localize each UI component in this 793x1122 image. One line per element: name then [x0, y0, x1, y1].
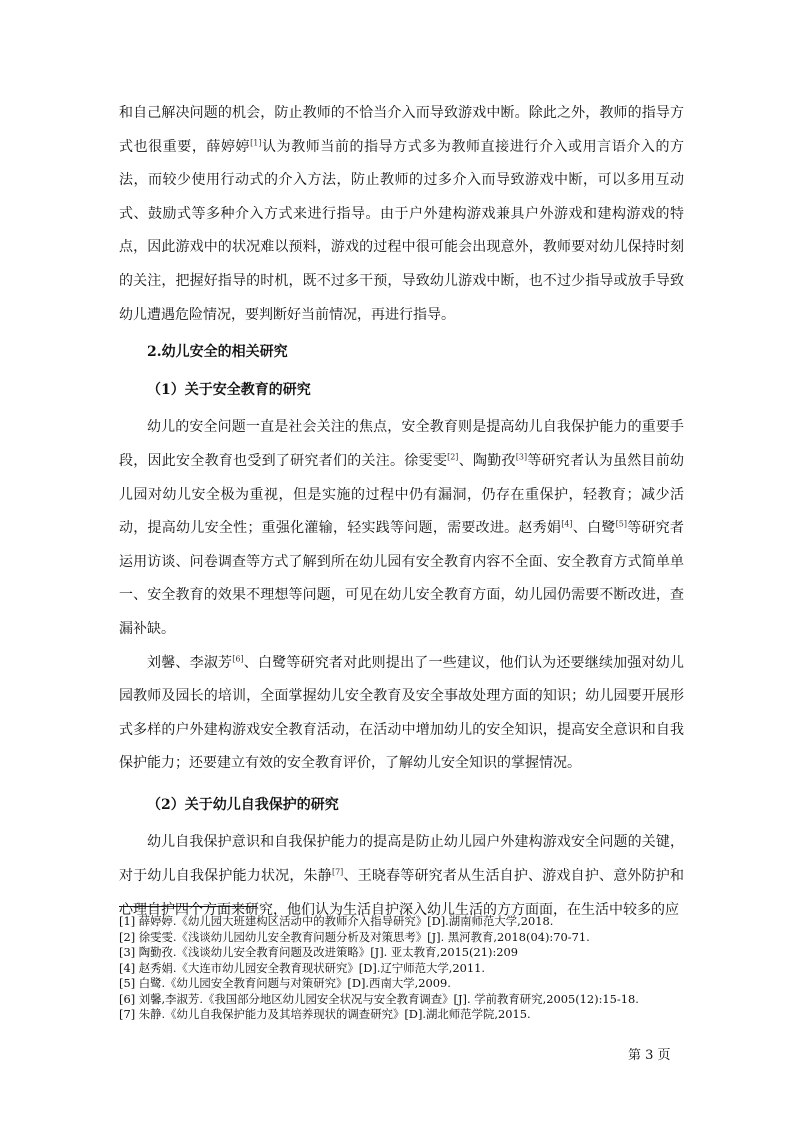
- citation-ref-1: [1]: [250, 137, 262, 147]
- footnote-1: [1] 薛婷婷.《幼儿园大班建构区活动中的教师介入指导研究》[D].湖南师范大学,2018.: [119, 914, 554, 928]
- citation-ref-5: [5]: [615, 519, 627, 529]
- footnote-5: [5] 白鹭.《幼儿园安全教育问题与对策研究》[D].西南大学,2009.: [119, 976, 451, 990]
- footnote-4: [4] 赵秀娟.《大连市幼儿园安全教育现状研究》[D].辽宁师范大学,2011.: [119, 960, 486, 975]
- citation-ref-7: [7]: [331, 867, 344, 877]
- footnote-separator: [119, 906, 257, 907]
- citation-ref-3: [3]: [515, 452, 528, 462]
- paragraph-suggestions: 刘馨、李淑芳[6]、白鹭等研究者对此则提出了一些建议，他们认为还要继续加强对幼儿园教师及园长的培训，全面掌握幼儿安全教育及安全事故处理方面的知识；幼儿园要开展形式多样的户外建构游戏安全教育活动，在活动中增加幼儿的安全知识，提高安全意识和自我保护能力；还要建立有效的安全教育评价，了解幼儿安全知识的掌握情况。: [119, 653, 685, 772]
- body-text: [119, 97, 684, 927]
- footnote-3: [3] 陶勤孜.《浅谈幼儿安全教育问题及改进策略》[J]. 亚太教育,2015(21):209: [119, 945, 519, 959]
- paragraph-self-protection: 幼儿自我保护意识和自我保护能力的提高是防止幼儿园户外建构游戏安全问题的关键，对于幼儿自我保护能力状况，朱静[7]、王晓春等研究者从生活自护、游戏自护、意外防护和心理自护四个方面来研究，他们认为生活自护深入幼儿生活的方方面面，在生活中较多的应: [119, 834, 685, 918]
- section-heading-child-safety: 2.幼儿安全的相关研究: [147, 344, 288, 361]
- subsection-heading-safety-education: （1）关于安全教育的研究: [147, 381, 311, 398]
- citation-ref-2: [2]: [447, 452, 459, 462]
- paragraph-safety-education: 幼儿的安全问题一直是社会关注的焦点，安全教育则是提高幼儿自我保护能力的重要手段，因此安全教育也受到了研究者们的关注。徐雯雯[2]、陶勤孜[3]等研究者认为虽然目前幼儿园对幼儿安全极为重视，但是实施的过程中仍有漏洞，仍存在重保护，轻教育；减少活动，提高幼儿安全性；重强化灌输，轻实践等问题，需要改进。赵秀娟[4]、白鹭[5]等研究者运用访谈、问卷调查等方式了解到所在幼儿园有安全教育内容不全面、安全教育方式简单单一、安全教育的效果不理想等问题，可见在幼儿安全教育方面，幼儿园仍需要不断改进，查漏补缺。: [119, 419, 685, 637]
- footnote-6: [6] 刘馨,李淑芳.《我国部分地区幼儿园安全状况与安全教育调查》[J]. 学前教育研究,2005(12):15-18.: [119, 991, 639, 1006]
- footnote-7: [7] 朱静.《幼儿自我保护能力及其培养现状的调查研究》[D].湖北师范学院,2015.: [119, 1007, 531, 1021]
- citation-ref-6: [6]: [232, 653, 244, 663]
- footnote-2: [2] 徐雯雯.《浅谈幼儿园幼儿安全教育问题分析及对策思考》[J]. 黑河教育,2018(04):70-71.: [119, 929, 590, 944]
- footnotes: [119, 914, 719, 1023]
- citation-ref-4: [4]: [561, 519, 573, 529]
- paragraph-teacher-guidance: 和自己解决问题的机会，防止教师的不恰当介入而导致游戏中断。除此之外，教师的指导方式也很重要，薛婷婷[1]认为教师当前的指导方式多为教师直接进行介入或用言语介入的方法，而较少使用行动式的介入方法，防止教师的过多介入而导致游戏中断，可以多用互动式、鼓励式等多种介入方式来进行指导。由于户外建构游戏兼具户外游戏和建构游戏的特点，因此游戏中的状况难以预料，游戏的过程中很可能会出现意外，教师要对幼儿保持时刻的关注，把握好指导的时机，既不过多干预，导致幼儿游戏中断，也不过少指导或放手导致幼儿遭遇危险情况，要判断好当前情况，再进行指导。: [119, 105, 685, 323]
- subsection-heading-self-protection: （2）关于幼儿自我保护的研究: [147, 796, 339, 813]
- page-number: 第 3 页: [628, 1048, 671, 1063]
